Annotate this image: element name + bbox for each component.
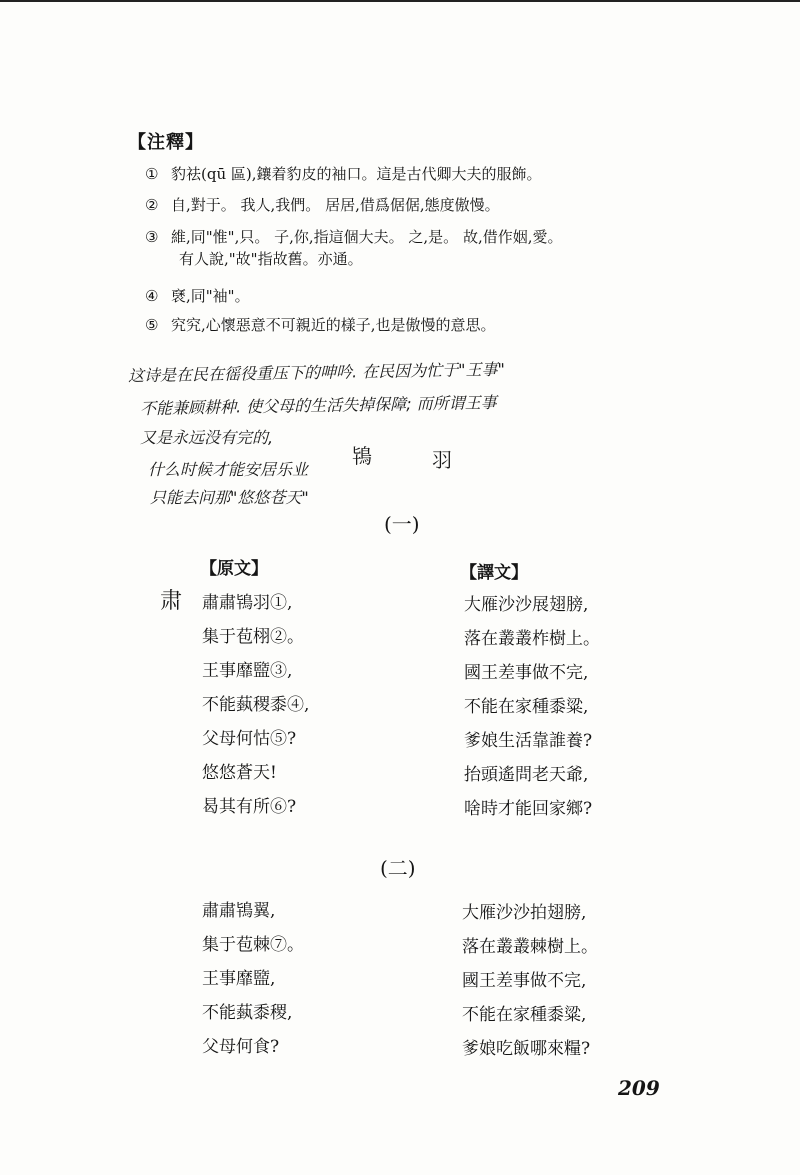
note-text: 豹祛(qū 區),鑲着豹皮的袖口。這是古代卿大夫的服飾。 [171, 165, 542, 183]
verse-line: 父母何怙⑤? [202, 729, 297, 749]
notes-heading: 【注釋】 [128, 132, 204, 153]
note-number: ④ [145, 287, 159, 305]
handwritten-note-line-2: 不能兼顾耕种. 使父母的生活失掉保障; 而所谓王事 [139, 392, 497, 419]
note-number: ① [145, 165, 159, 183]
verse-line: 王事靡盬, [202, 969, 276, 989]
note-text: 自,對于。 我人,我們。 居居,借爲倨倨,態度傲慢。 [171, 196, 500, 214]
note-1 [145, 163, 725, 185]
verse-line: 曷其有所⑥? [202, 797, 297, 817]
handwritten-note-line-3: 又是永远没有完的, [140, 428, 274, 447]
verse-line: 爹娘生活靠誰養? [464, 731, 593, 751]
verse-line: 啥時才能回家鄉? [464, 799, 593, 819]
verse-line: 集于苞棘⑦。 [202, 935, 304, 955]
verse-line: 國王差事做不完, [462, 971, 587, 991]
section-number-1: (一) [384, 512, 420, 536]
handwritten-title-char-1: 鴇 [352, 444, 372, 468]
verse-line: 不能蓺黍稷, [202, 1003, 293, 1023]
note-text: 維,同"惟",只。 子,你,指這個大夫。 之,是。 故,借作姻,愛。 [171, 228, 563, 246]
handwritten-title-char-2: 羽 [432, 448, 452, 472]
note-5 [145, 314, 725, 336]
stanza1-translation [464, 588, 600, 826]
verse-line: 悠悠蒼天! [202, 763, 277, 783]
note-4 [145, 285, 725, 307]
handwritten-margin-mark: 肃 [160, 589, 183, 614]
note-number: ⑤ [145, 316, 159, 334]
verse-line: 不能蓺稷黍④, [202, 695, 310, 715]
verse-line: 王事靡盬③, [202, 661, 293, 681]
note-continuation: 有人說,"故"指故舊。亦通。 [179, 250, 363, 268]
stanza2-translation [462, 896, 598, 1066]
handwritten-note-line-4: 什么时候才能安居乐业 [148, 460, 309, 479]
page-number: 209 [618, 1076, 660, 1100]
verse-line: 落在叢叢棘樹上。 [462, 937, 598, 957]
translation-heading: 【譯文】 [460, 563, 528, 583]
verse-line: 大雁沙沙展翅膀, [464, 595, 589, 615]
verse-line: 集于苞栩②。 [202, 627, 304, 647]
note-text: 褎,同"袖"。 [171, 287, 250, 305]
stanza1-original [202, 586, 309, 824]
section-number-2: (二) [380, 856, 416, 880]
verse-line: 抬頭遙問老天爺, [464, 765, 589, 785]
verse-line: 不能在家種黍粱, [464, 697, 589, 717]
note-text: 究究,心懷惡意不可親近的樣子,也是傲慢的意思。 [171, 316, 496, 334]
handwritten-note-line-5: 只能去问那"悠悠苍天" [150, 488, 309, 507]
verse-line: 肅肅鴇翼, [202, 901, 276, 921]
stanza2-original [202, 894, 304, 1064]
verse-line: 大雁沙沙拍翅膀, [462, 903, 587, 923]
verse-line: 不能在家種黍粱, [462, 1005, 587, 1025]
note-number: ③ [145, 228, 159, 246]
verse-line: 落在叢叢柞樹上。 [464, 629, 600, 649]
verse-line: 國王差事做不完, [464, 663, 589, 683]
page-top-border [0, 0, 800, 2]
note-number: ② [145, 196, 159, 214]
original-heading: 【原文】 [200, 559, 268, 579]
note-2 [145, 194, 725, 216]
verse-line: 爹娘吃飯哪來糧? [462, 1039, 591, 1059]
verse-line: 肅肅鴇羽①, [202, 593, 293, 613]
handwritten-note-line-1: 这诗是在民在徭役重压下的呻吟. 在民因为忙于"王事" [127, 359, 506, 386]
note-3 [145, 226, 725, 270]
verse-line: 父母何食? [202, 1037, 280, 1057]
